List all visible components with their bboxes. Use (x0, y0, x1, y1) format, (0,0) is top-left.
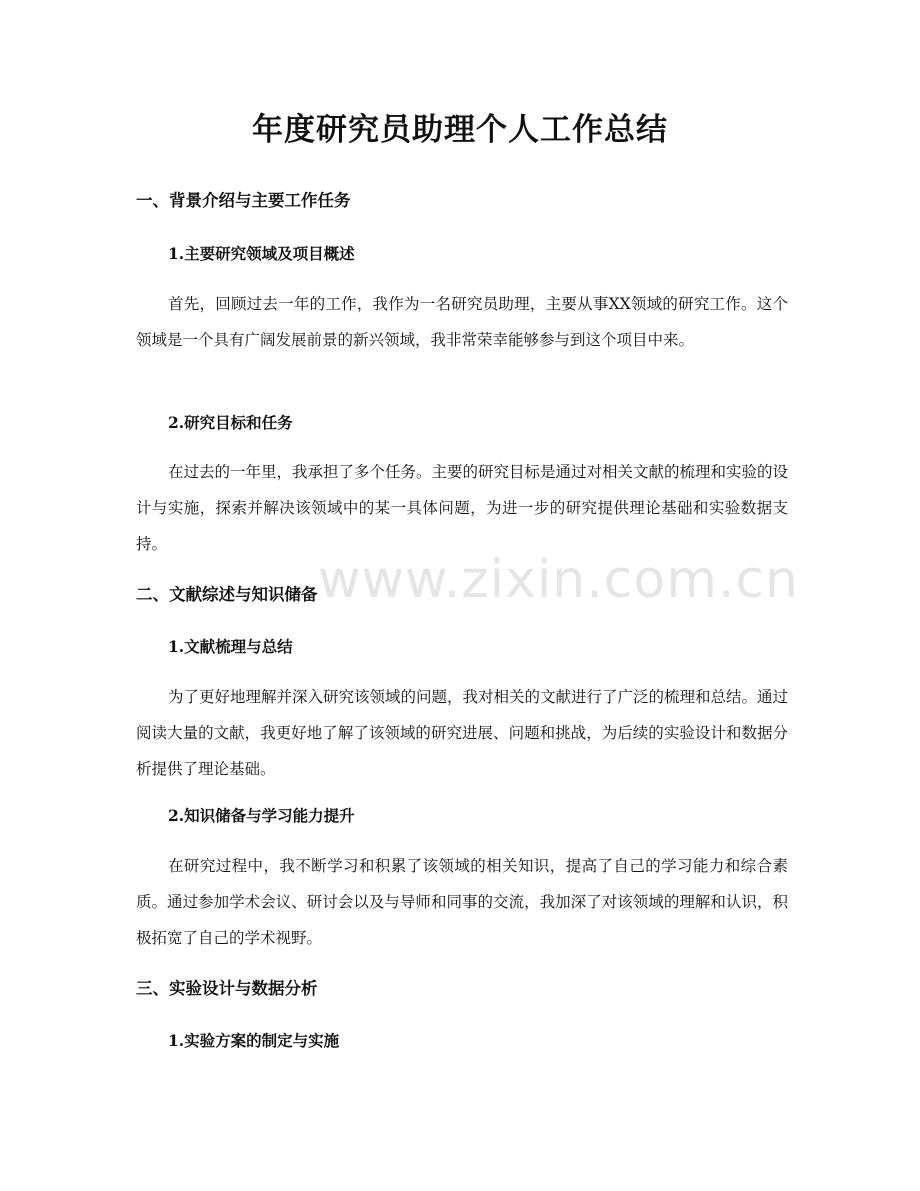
section-heading-2: 二、文献综述与知识储备 (136, 585, 318, 604)
subsection-heading-1-1: 1.主要研究领域及项目概述 (168, 244, 355, 263)
paragraph-2-1: 为了更好地理解并深入研究该领域的问题，我对相关的文献进行了广泛的梳理和总结。通过阅读大量的文献，我更好地了解了该领域的研究进展、问题和挑战，为后续的实验设计和数据分析提供了理论基础。 (136, 688, 789, 778)
paragraph-1-1: 首先，回顾过去一年的工作，我作为一名研究员助理，主要从事XX领域的研究工作。这个领域是一个具有广阔发展前景的新兴领域，我非常荣幸能够参与到这个项目中来。 (136, 295, 788, 349)
watermark: www.zixin.com.cn (318, 550, 799, 610)
document-title: 年度研究员助理个人工作总结 (252, 112, 668, 148)
paragraph-2-2: 在研究过程中，我不断学习和积累了该领域的相关知识，提高了自己的学习能力和综合素质。通过参加学术会议、研讨会以及与导师和同事的交流，我加深了对该领域的理解和认识，积极拓宽了自己的学术视野。 (136, 857, 788, 947)
subsection-heading-3-1: 1.实验方案的制定与实施 (168, 1031, 340, 1050)
subsection-heading-2-1: 1.文献梳理与总结 (168, 637, 293, 656)
section-heading-3: 三、实验设计与数据分析 (136, 979, 318, 998)
section-heading-1: 一、背景介绍与主要工作任务 (136, 191, 351, 210)
subsection-heading-2-2: 2.知识储备与学习能力提升 (168, 806, 355, 825)
paragraph-1-2: 在过去的一年里，我承担了多个任务。主要的研究目标是通过对相关文献的梳理和实验的设计与实施，探索并解决该领域中的某一具体问题，为进一步的研究提供理论基础和实验数据支持。 (136, 463, 789, 553)
subsection-heading-1-2: 2.研究目标和任务 (168, 413, 293, 432)
